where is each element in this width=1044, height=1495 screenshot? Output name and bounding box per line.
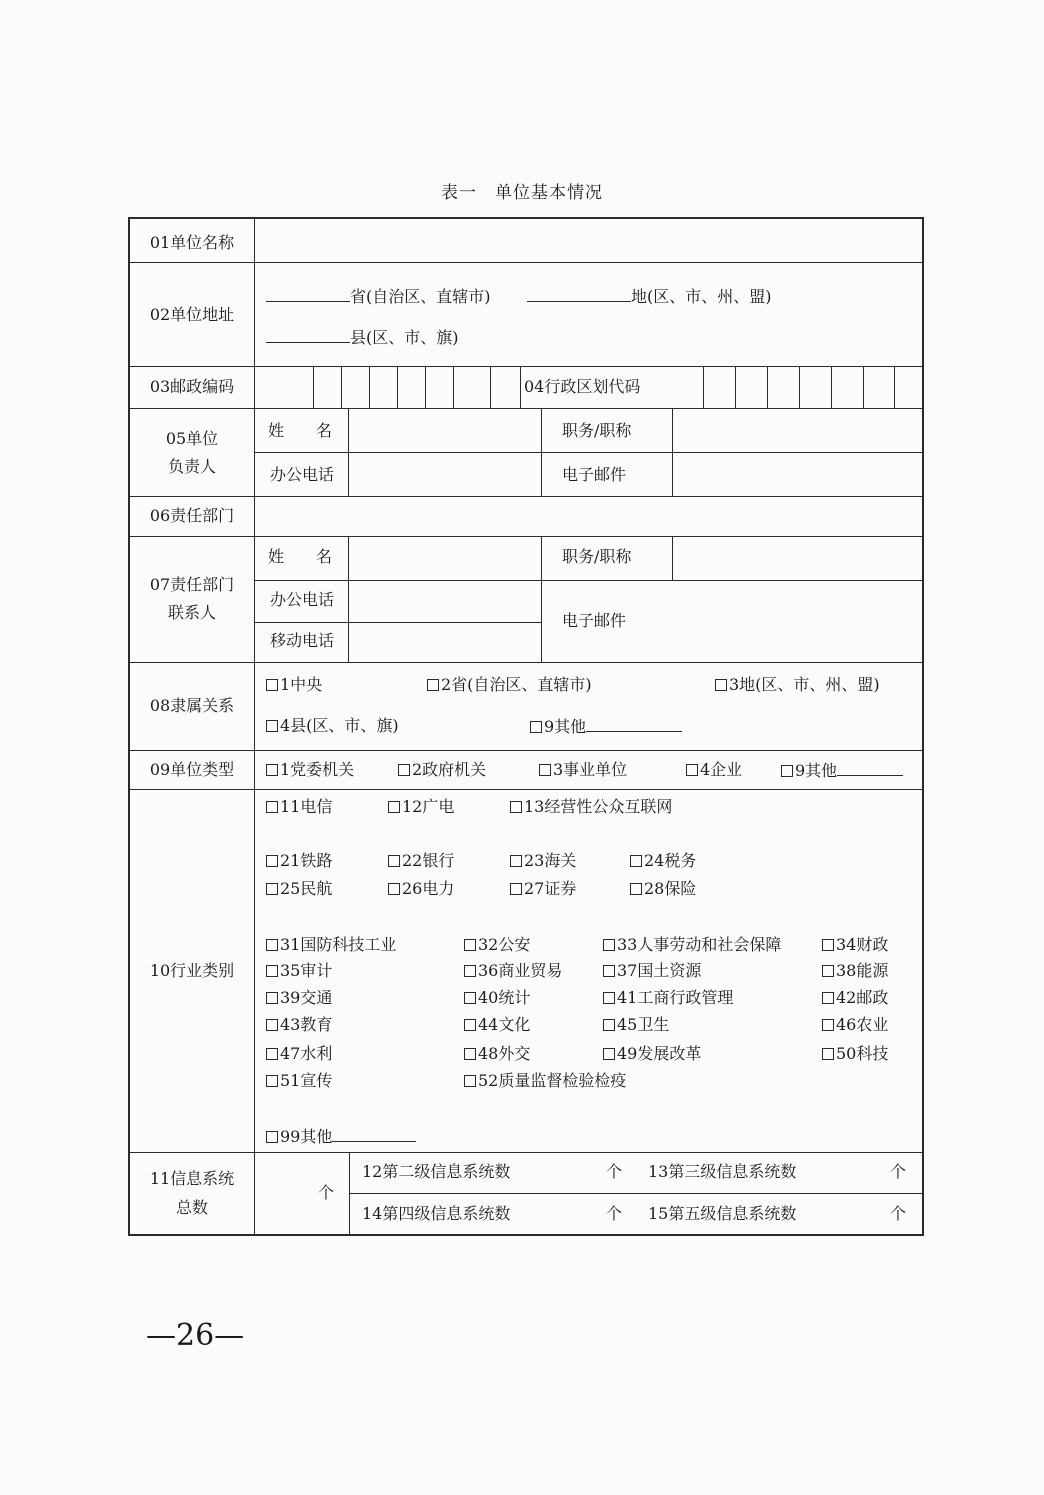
industry-option[interactable]: 31国防科技工业 — [266, 935, 396, 955]
checkbox-icon[interactable] — [266, 855, 278, 867]
level3-systems-label: 13第三级信息系统数 — [648, 1162, 797, 1181]
checkbox-icon[interactable] — [388, 801, 400, 813]
checkbox-icon[interactable] — [510, 801, 522, 813]
county-text: 县(区、市、旗) — [350, 328, 459, 347]
industry-option[interactable]: 28保险 — [630, 879, 696, 899]
checkbox-icon[interactable] — [530, 721, 542, 733]
checkbox-icon[interactable] — [630, 855, 642, 867]
industry-option[interactable]: 36商业贸易 — [464, 961, 562, 981]
industry-option[interactable]: 99其他 — [266, 1126, 416, 1147]
level2-systems-label: 12第二级信息系统数 — [362, 1162, 511, 1181]
checkbox-icon[interactable] — [822, 939, 834, 951]
industry-option[interactable]: 51宣传 — [266, 1071, 332, 1091]
page-number: —26— — [146, 1318, 245, 1353]
checkbox-icon[interactable] — [398, 764, 410, 776]
industry-option[interactable]: 49发展改革 — [603, 1044, 701, 1064]
table-title: 表一 单位基本情况 — [441, 183, 603, 203]
unit-head-label-1: 05单位 — [165, 429, 219, 448]
industry-option[interactable]: 46农业 — [822, 1015, 888, 1035]
level2-unit: 个 — [606, 1162, 623, 1181]
checkbox-icon[interactable] — [266, 720, 278, 732]
admin-division-code-label: 04行政区划代码 — [524, 377, 641, 396]
postal-code-label: 03邮政编码 — [149, 377, 235, 396]
checkbox-icon[interactable] — [464, 939, 476, 951]
checkbox-icon[interactable] — [464, 1019, 476, 1031]
unit-type-option[interactable]: 4企业 — [686, 760, 742, 780]
industry-option[interactable]: 38能源 — [822, 961, 888, 981]
industry-option[interactable]: 44文化 — [464, 1015, 530, 1035]
industry-option[interactable]: 21铁路 — [266, 851, 332, 871]
head-name-label: 姓 名 — [268, 421, 333, 440]
industry-option[interactable]: 23海关 — [510, 851, 576, 871]
industry-option[interactable]: 39交通 — [266, 988, 332, 1008]
checkbox-icon[interactable] — [822, 1048, 834, 1060]
level4-unit: 个 — [606, 1204, 623, 1223]
contact-title-label: 职务/职称 — [562, 547, 632, 566]
industry-option[interactable]: 48外交 — [464, 1044, 530, 1064]
checkbox-icon[interactable] — [822, 1019, 834, 1031]
checkbox-icon[interactable] — [464, 992, 476, 1004]
industry-option[interactable]: 40统计 — [464, 988, 530, 1008]
industry-option[interactable]: 25民航 — [266, 879, 332, 899]
contact-mobile-label: 移动电话 — [270, 631, 335, 650]
industry-option[interactable]: 22银行 — [388, 851, 454, 871]
checkbox-icon[interactable] — [266, 1131, 278, 1143]
unit-name-label: 01单位名称 — [149, 233, 235, 252]
checkbox-icon[interactable] — [510, 855, 522, 867]
head-email-label: 电子邮件 — [562, 465, 627, 484]
checkbox-icon[interactable] — [266, 764, 278, 776]
checkbox-icon[interactable] — [427, 679, 439, 691]
level5-unit: 个 — [890, 1204, 907, 1223]
checkbox-icon[interactable] — [266, 679, 278, 691]
industry-option[interactable]: 41工商行政管理 — [603, 988, 733, 1008]
industry-option[interactable]: 50科技 — [822, 1044, 888, 1064]
industry-option[interactable]: 33人事劳动和社会保障 — [603, 935, 781, 955]
affiliation-option[interactable]: 2省(自治区、直辖市) — [427, 675, 592, 695]
checkbox-icon[interactable] — [266, 801, 278, 813]
industry-option[interactable]: 37国土资源 — [603, 961, 701, 981]
checkbox-icon[interactable] — [464, 1048, 476, 1060]
industry-label: 10行业类别 — [149, 961, 235, 980]
checkbox-icon[interactable] — [603, 939, 615, 951]
contact-email-label: 电子邮件 — [562, 611, 627, 630]
head-title-label: 职务/职称 — [562, 421, 632, 440]
industry-option[interactable]: 47水利 — [266, 1044, 332, 1064]
checkbox-icon[interactable] — [603, 1019, 615, 1031]
industry-option[interactable]: 26电力 — [388, 879, 454, 899]
industry-option[interactable]: 35审计 — [266, 961, 332, 981]
unit-head-label-2: 负责人 — [167, 457, 216, 476]
dept-contact-label-2: 联系人 — [167, 603, 216, 622]
total-unit: 个 — [318, 1183, 335, 1202]
affiliation-option[interactable]: 4县(区、市、旗) — [266, 716, 399, 736]
industry-option[interactable]: 27证券 — [510, 879, 576, 899]
contact-office-phone-label: 办公电话 — [270, 590, 335, 609]
affiliation-label: 08隶属关系 — [149, 696, 235, 715]
checkbox-icon[interactable] — [822, 965, 834, 977]
industry-option[interactable]: 24税务 — [630, 851, 696, 871]
city-text: 地(区、市、州、盟) — [631, 287, 772, 306]
checkbox-icon[interactable] — [510, 883, 522, 895]
checkbox-icon[interactable] — [603, 1048, 615, 1060]
unit-type-option[interactable]: 9其他 — [781, 760, 903, 781]
unit-type-option[interactable]: 2政府机关 — [398, 760, 486, 780]
checkbox-icon[interactable] — [266, 992, 278, 1004]
checkbox-icon[interactable] — [464, 1075, 476, 1087]
checkbox-icon[interactable] — [266, 939, 278, 951]
info-system-total-label-1: 11信息系统 — [149, 1169, 235, 1188]
checkbox-icon[interactable] — [822, 992, 834, 1004]
contact-name-label: 姓 名 — [268, 547, 333, 566]
unit-type-label: 09单位类型 — [149, 760, 235, 779]
responsible-dept-label: 06责任部门 — [149, 506, 235, 525]
affiliation-option[interactable]: 1中央 — [266, 675, 322, 695]
checkbox-icon[interactable] — [266, 965, 278, 977]
level3-unit: 个 — [890, 1162, 907, 1181]
checkbox-icon[interactable] — [715, 679, 727, 691]
unit-basic-info-form — [128, 217, 924, 1236]
level4-systems-label: 14第四级信息系统数 — [362, 1204, 511, 1223]
checkbox-icon[interactable] — [603, 992, 615, 1004]
industry-option[interactable]: 34财政 — [822, 935, 888, 955]
dept-contact-label-1: 07责任部门 — [149, 575, 235, 594]
industry-option[interactable]: 52质量监督检验检疫 — [464, 1071, 626, 1091]
checkbox-icon[interactable] — [266, 1048, 278, 1060]
industry-option[interactable]: 12广电 — [388, 797, 454, 817]
unit-type-option[interactable]: 1党委机关 — [266, 760, 354, 780]
industry-option[interactable]: 45卫生 — [603, 1015, 669, 1035]
checkbox-icon[interactable] — [781, 765, 793, 777]
checkbox-icon[interactable] — [266, 883, 278, 895]
checkbox-icon[interactable] — [686, 764, 698, 776]
checkbox-icon[interactable] — [388, 855, 400, 867]
head-office-phone-label: 办公电话 — [270, 465, 335, 484]
affiliation-option[interactable]: 3地(区、市、州、盟) — [715, 675, 880, 695]
checkbox-icon[interactable] — [539, 764, 551, 776]
affiliation-option[interactable]: 9其他 — [530, 716, 682, 737]
checkbox-icon[interactable] — [464, 965, 476, 977]
industry-option[interactable]: 43教育 — [266, 1015, 332, 1035]
checkbox-icon[interactable] — [266, 1075, 278, 1087]
checkbox-icon[interactable] — [388, 883, 400, 895]
province-text: 省(自治区、直辖市) — [350, 287, 491, 306]
checkbox-icon[interactable] — [266, 1019, 278, 1031]
industry-option[interactable]: 13经营性公众互联网 — [510, 797, 672, 817]
industry-option[interactable]: 42邮政 — [822, 988, 888, 1008]
industry-option[interactable]: 32公安 — [464, 935, 530, 955]
checkbox-icon[interactable] — [603, 965, 615, 977]
checkbox-icon[interactable] — [630, 883, 642, 895]
info-system-total-label-2: 总数 — [175, 1198, 208, 1217]
level5-systems-label: 15第五级信息系统数 — [648, 1204, 797, 1223]
industry-option[interactable]: 11电信 — [266, 797, 332, 817]
unit-address-label: 02单位地址 — [149, 305, 235, 324]
unit-type-option[interactable]: 3事业单位 — [539, 760, 627, 780]
